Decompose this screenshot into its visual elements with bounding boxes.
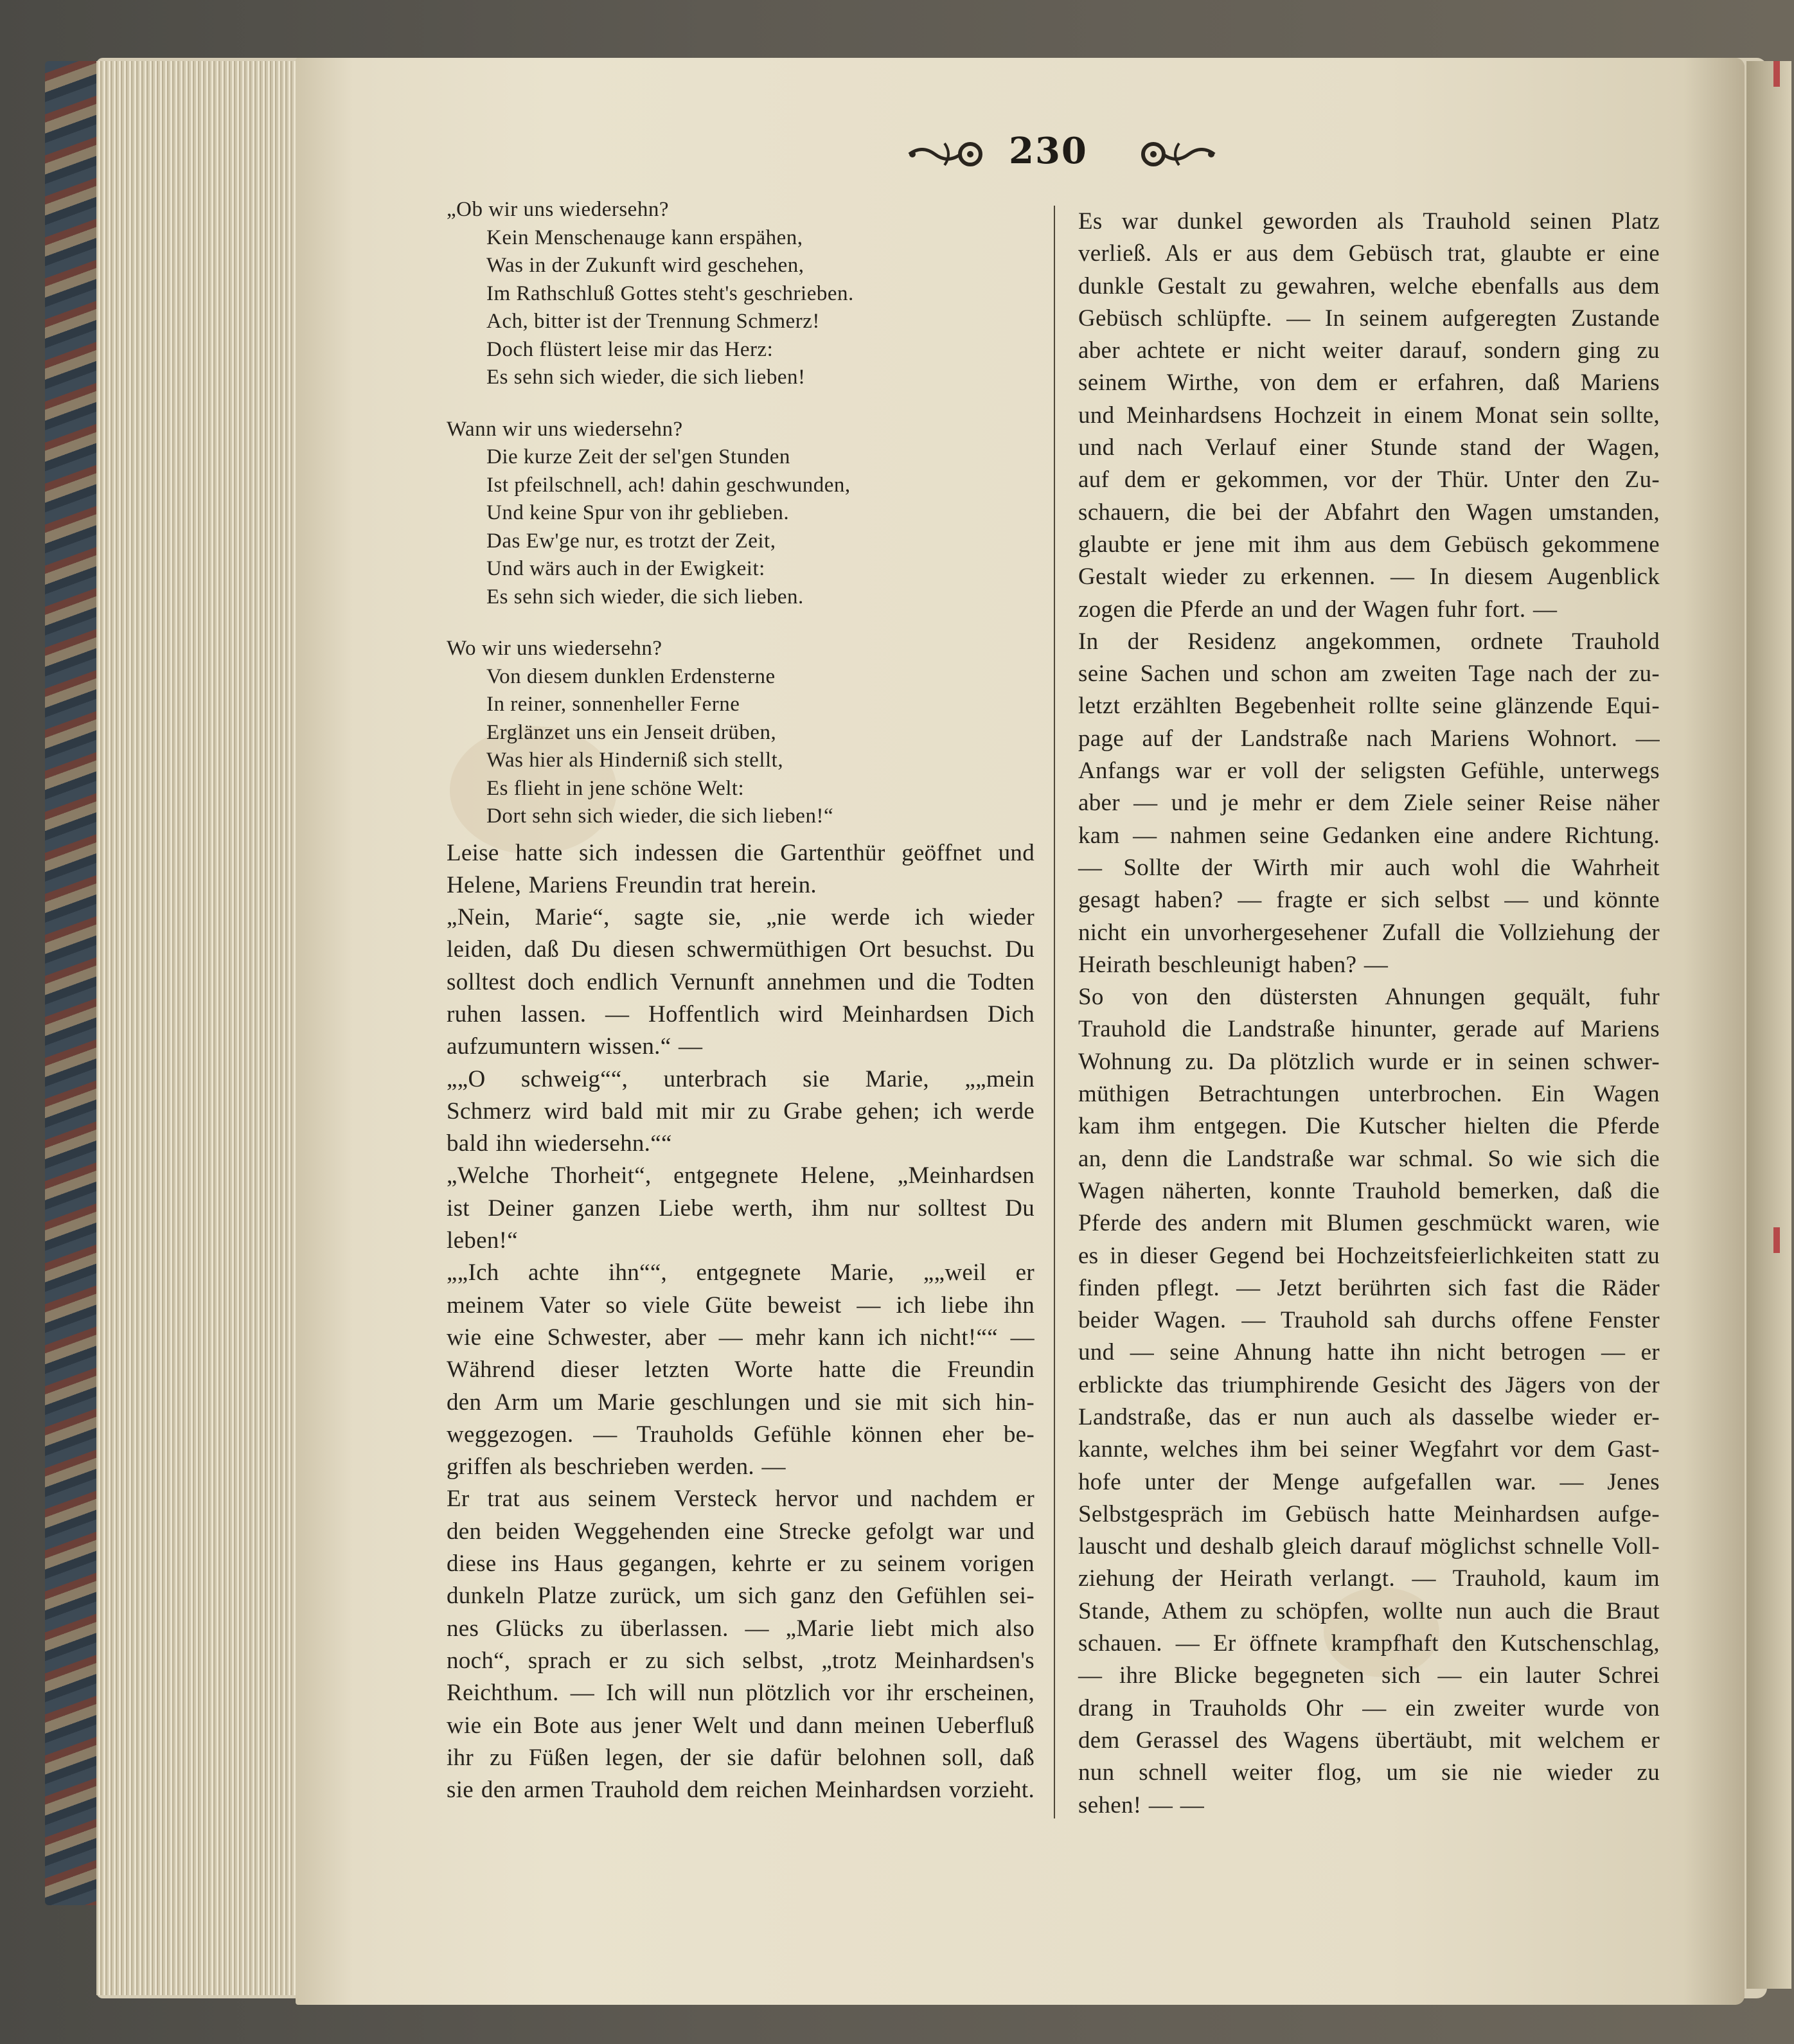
text-line: schauern, die bei der Abfahrt den Wagen umstanden, (1078, 499, 1660, 526)
poem-line: Im Rathschluß Gottes steht's geschrieben. (486, 281, 854, 305)
poem-line: Es sehn sich wieder, die sich lieben! (486, 366, 806, 389)
poem-line: In reiner, sonnenheller Ferne (486, 693, 740, 716)
page-number: 230 (1009, 130, 1088, 172)
text-line: Es war dunkel geworden als Trauhold seinen Platz (1078, 208, 1660, 235)
text-line: In der Residenz angekommen, ordnete Trauhold (1078, 628, 1660, 655)
text-line: Während dieser letzten Worte hatte die Freundin (447, 1356, 1035, 1383)
text-line: finden pflegt. — Jetzt berührten sich fast die Räder (1078, 1274, 1660, 1301)
text-line: wie ein Bote aus jener Welt und dann meinen Ueberfluß (447, 1712, 1035, 1739)
poem-line: Kein Menschenauge kann erspähen, (486, 226, 803, 249)
text-line: drang in Trauholds Ohr — ein zweiter wurde von (1078, 1694, 1660, 1721)
text-line: ziehung der Heirath verlangt. — Trauhold, kaum im (1078, 1565, 1660, 1592)
page-stack-edges (96, 61, 299, 1995)
text-line: seinem Wirthe, von dem er erfahren, daß Mariens (1078, 369, 1660, 396)
text-line: dem Gerassel des Wagens übertäubt, mit welchem er (1078, 1727, 1660, 1754)
text-line: ruhen lassen. — Hoffentlich wird Meinhardsen Dich (447, 1000, 1035, 1027)
poem-line: Was in der Zukunft wird geschehen, (486, 254, 804, 277)
page-header (893, 129, 1227, 173)
text-line: leiden, daß Du diesen schwermüthigen Ort besuchst. Du (447, 936, 1035, 963)
text-line: glaubte er jene mit ihm aus dem Gebüsch gekommene (1078, 531, 1660, 558)
text-line: So von den düstersten Ahnungen gequält, fuhr (1078, 984, 1660, 1011)
text-line: Stande, Athem zu schöpfen, wollte nun auch die Braut (1078, 1597, 1660, 1624)
text-line: nun schnell weiter flog, um sie nie wieder zu (1078, 1759, 1660, 1786)
text-line: hofe unter der Menge aufgefallen war. — Jenes (1078, 1468, 1660, 1495)
poem-line: Von diesem dunklen Erdensterne (486, 664, 776, 688)
text-line: Schmerz wird bald mit mir zu Grabe gehen; ich werde (447, 1098, 1035, 1124)
left-prose (447, 837, 1035, 1807)
text-line: bald ihn wiedersehn.““ (447, 1130, 672, 1157)
text-line: Heirath beschleunigt haben? — (1078, 951, 1389, 978)
text-line: weggezogen. — Trauholds Gefühle können eher be- (447, 1421, 1035, 1448)
poem-line: Was hier als Hinderniß sich stellt, (486, 749, 784, 772)
poem-stanza (447, 196, 1035, 392)
text-line: Wohnung zu. Da plötzlich wurde er in seinen schwer- (1078, 1048, 1660, 1075)
text-line: nicht ein unvorhergesehener Zufall die Vollziehung der (1078, 919, 1660, 946)
text-line: den beiden Weggehenden eine Strecke gefolgt war und (447, 1518, 1035, 1545)
text-line: noch“, sprach er zu sich selbst, „trotz Meinhardsen's (447, 1647, 1035, 1674)
left-column (447, 196, 1035, 1806)
poem-line: Wo wir uns wiedersehn? (447, 637, 662, 660)
poem-line: Dort sehn sich wieder, die sich lieben!“ (486, 804, 834, 828)
text-line: diese ins Haus gegangen, kehrte er zu seinem vorigen (447, 1551, 1035, 1577)
text-line: Er trat aus seinem Versteck hervor und nachdem er (447, 1486, 1035, 1513)
text-line: seine Sachen und schon am zweiten Tage nach der zu- (1078, 661, 1660, 688)
facing-page-edge (1746, 61, 1791, 1989)
text-line: beider Wagen. — Trauhold sah durchs offene Fenster (1078, 1307, 1660, 1334)
text-line: sehen! — — (1078, 1791, 1205, 1818)
text-line: den Arm um Marie geschlungen und sie mit sich hin- (447, 1389, 1035, 1416)
text-line: letzt erzählten Begebenheit rollte seine glänzende Equi- (1078, 693, 1660, 720)
text-line: „„O schweig““, unterbrach sie Marie, „„mein (447, 1065, 1035, 1092)
poem-line: „Ob wir uns wiedersehn? (447, 198, 669, 221)
text-line: Wagen näherten, konnte Trauhold bemerken, daß die (1078, 1177, 1660, 1204)
text-line: kam — nahmen seine Gedanken eine andere Richtung. (1078, 822, 1660, 849)
text-line: nes Glücks zu überlassen. — „Marie liebt mich also (447, 1615, 1035, 1642)
text-line: erblickte das triumphirende Gesicht des Jägers von der (1078, 1371, 1660, 1398)
text-line: dunkeln Platze zurück, um sich ganz den Gefühlen sei- (447, 1583, 1035, 1610)
text-line: kam ihm entgegen. Die Kutscher hielten die Pferde (1078, 1113, 1660, 1140)
poem-line: Und wärs auch in der Ewigkeit: (486, 557, 765, 580)
text-line: Reichthum. — Ich will nun plötzlich vor ihr erscheinen, (447, 1680, 1035, 1707)
poem-line: Das Ew'ge nur, es trotzt der Zeit, (486, 529, 776, 553)
text-line: an, denn die Landstraße war schmal. So wie sich die (1078, 1145, 1660, 1172)
page-edge-mark (1773, 1227, 1780, 1253)
poem-line: Ist pfeilschnell, ach! dahin geschwunden, (486, 473, 851, 497)
text-line: Gestalt wieder zu erkennen. — In diesem Augenblick (1078, 564, 1660, 591)
text-line: Helene, Mariens Freundin trat herein. (447, 871, 817, 898)
text-line: verließ. Als er aus dem Gebüsch trat, glaubte er eine (1078, 240, 1660, 267)
text-line: wie eine Schwester, aber — mehr kann ich nicht!““ — (447, 1324, 1035, 1351)
text-line: es in dieser Gegend bei Hochzeitsfeierlichkeiten statt zu (1078, 1242, 1660, 1269)
poem-line: Und keine Spur von ihr geblieben. (486, 501, 790, 524)
text-line: Leise hatte sich indessen die Gartenthür geöffnet und (447, 839, 1035, 866)
poem-line: Doch flüstert leise mir das Herz: (486, 337, 774, 361)
text-line: — ihre Blicke begegneten sich — ein lauter Schrei (1078, 1662, 1660, 1689)
text-line: meinem Vater so viele Güte beweist — ich liebe ihn (447, 1292, 1035, 1319)
poem (447, 196, 1035, 831)
text-line: Trauhold die Landstraße hinunter, gerade auf Mariens (1078, 1016, 1660, 1043)
text-line: „Nein, Marie“, sagte sie, „nie werde ich wieder (447, 904, 1035, 931)
text-line: Anfangs war er voll der seligsten Gefühle, unterwegs (1078, 758, 1660, 785)
poem-line: Die kurze Zeit der sel'gen Stunden (486, 445, 790, 468)
text-line: und — seine Ahnung hatte ihn nicht betrogen — er (1078, 1339, 1660, 1366)
poem-line: Es sehn sich wieder, die sich lieben. (486, 585, 804, 609)
text-line: kannte, welches ihm bei seiner Wegfahrt vor dem Gast- (1078, 1436, 1660, 1463)
text-line: dunkle Gestalt zu gewahren, welche ebenfalls aus dem (1078, 272, 1660, 299)
poem-line: Es flieht in jene schöne Welt: (486, 776, 745, 800)
text-line: „Welche Thorheit“, entgegnete Helene, „Meinhardsen (447, 1162, 1035, 1189)
right-prose (1078, 206, 1660, 1822)
poem-line: Erglänzet uns ein Jenseit drüben, (486, 720, 777, 744)
page-edge-mark (1773, 61, 1780, 87)
poem-line: Wann wir uns wiedersehn? (447, 417, 683, 441)
ornament-right-icon (1131, 138, 1218, 170)
text-line: Selbstgespräch im Gebüsch hatte Meinhardsen aufge- (1078, 1500, 1660, 1527)
ornament-left-icon (906, 138, 993, 170)
poem-stanza (447, 416, 1035, 612)
text-line: griffen als beschrieben werden. — (447, 1453, 786, 1480)
text-line: müthigen Betrachtungen unterbrochen. Ein Wagen (1078, 1081, 1660, 1108)
text-line: solltest doch endlich Vernunft annehmen und die Todten (447, 968, 1035, 995)
text-line: aufzumuntern wissen.“ — (447, 1033, 703, 1060)
poem-line: Ach, bitter ist der Trennung Schmerz! (486, 310, 820, 333)
text-line: aber achtete er nicht weiter darauf, sondern ging zu (1078, 337, 1660, 364)
column-rule (1054, 206, 1055, 1818)
text-line: ist Deiner ganzen Liebe werth, ihm nur solltest Du (447, 1195, 1035, 1222)
poem-stanza (447, 635, 1035, 831)
text-line: sie den armen Trauhold dem reichen Meinhardsen vorzieht. (447, 1777, 1035, 1804)
text-line: page auf der Landstraße nach Mariens Wohnort. — (1078, 725, 1660, 752)
text-line: Landstraße, das er nun auch als dasselbe wieder er- (1078, 1403, 1660, 1430)
text-line: — Sollte der Wirth mir auch wohl die Wahrheit (1078, 854, 1660, 881)
text-line: „„Ich achte ihn““, entgegnete Marie, „„weil er (447, 1259, 1035, 1286)
text-line: aber — und je mehr er dem Ziele seiner Reise näher (1078, 790, 1660, 817)
text-line: gesagt haben? — fragte er sich selbst — und könnte (1078, 887, 1660, 914)
text-line: Gebüsch schlüpfte. — In seinem aufgeregten Zustande (1078, 305, 1660, 332)
text-line: und Meinhardsens Hochzeit in einem Monat sein sollte, (1078, 402, 1660, 429)
text-line: leben!“ (447, 1227, 518, 1254)
text-line: zogen die Pferde an und der Wagen fuhr fort. — (1078, 596, 1558, 623)
text-line: schauen. — Er öffnete krampfhaft den Kutschenschlag, (1078, 1630, 1660, 1657)
text-line: lauscht und deshalb gleich darauf möglichst schnelle Voll- (1078, 1533, 1660, 1560)
text-line: Pferde des andern mit Blumen geschmückt waren, wie (1078, 1210, 1660, 1237)
text-line: ihr zu Füßen legen, der sie dafür belohnen soll, daß (447, 1744, 1035, 1771)
right-column (1078, 206, 1660, 1822)
text-line: auf dem er gekommen, vor der Thür. Unter den Zu- (1078, 467, 1660, 493)
text-line: und nach Verlauf einer Stunde stand der Wagen, (1078, 434, 1660, 461)
